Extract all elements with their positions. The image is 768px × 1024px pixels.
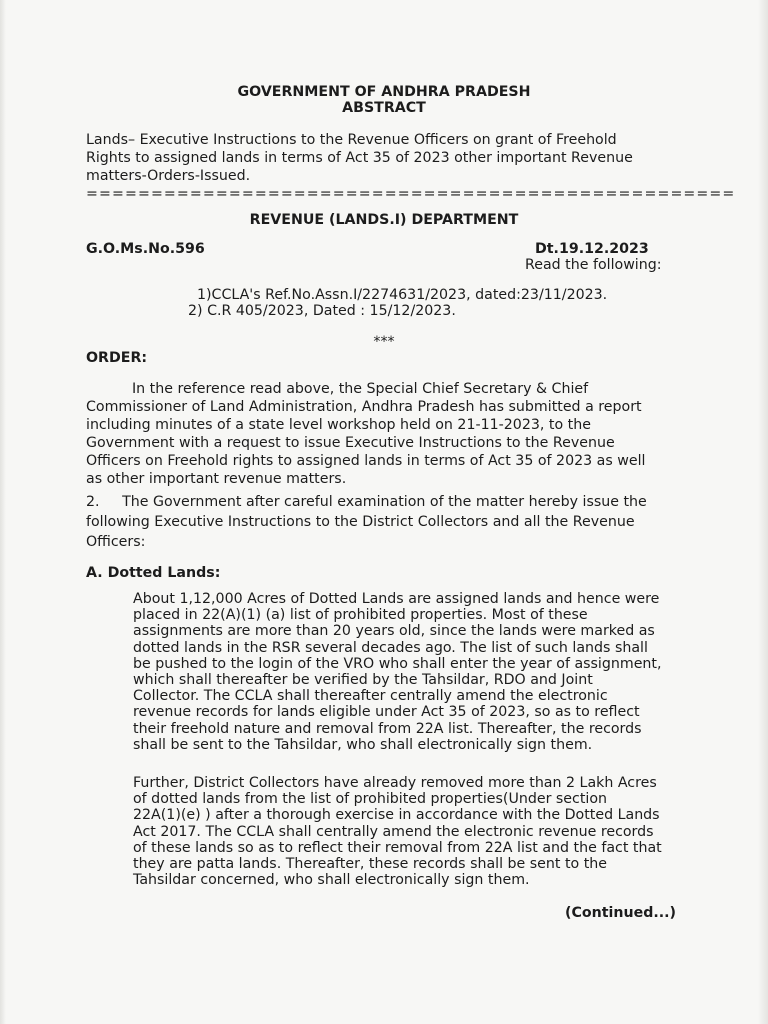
order-paragraph-2 [86,492,647,552]
subject-line: Lands– Executive Instructions to the Revenue Officers on grant of Freehold [86,132,617,148]
section-a-paragraph-2 [133,775,662,888]
paragraph-line: About 1,12,000 Acres of Dotted Lands are assigned lands and hence were [133,591,660,607]
paragraph-line: including minutes of a state level workshop held on 21-11-2023, to the [86,417,591,433]
scan-shadow-right [758,0,768,1024]
scan-shadow-left [0,0,6,1024]
paragraph-line: following Executive Instructions to the District Collectors and all the Revenue [86,514,635,530]
paragraph-line: Tahsildar concerned, who shall electronically sign them. [133,872,530,889]
go-number: G.O.Ms.No.596 [86,241,205,257]
paragraph-line: Further, District Collectors have already removed more than 2 Lakh Acres [133,775,657,791]
paragraph-line: Officers on Freehold rights to assigned lands in terms of Act 35 of 2023 as well [86,453,646,469]
go-date: Dt.19.12.2023 [535,241,649,257]
paragraph-line: which shall thereafter be verified by the Tahsildar, RDO and Joint [133,672,593,689]
paragraph-line: 22A(1)(e) ) after a thorough exercise in accordance with the Dotted Lands [133,807,660,824]
read-following: Read the following: [525,257,662,273]
paragraph-line: assignments are more than 20 years old, since the lands were marked as [133,623,655,640]
paragraph-line: placed in 22(A)(1) (a) list of prohibited properties. Most of these [133,607,588,624]
paragraph-line: Government with a request to issue Executive Instructions to the Revenue [86,435,615,451]
subject-line: Rights to assigned lands in terms of Act 35 of 2023 other important Revenue [86,150,633,166]
paragraph-line: Officers: [86,534,146,550]
subject-block [86,131,735,203]
paragraph-line: shall be sent to the Tahsildar, who shall electronically sign them. [133,736,593,753]
subject-line: matters-Orders-Issued. [86,168,251,184]
section-a-paragraph-1 [133,591,661,753]
paragraph-line: 2. The Government after careful examination of the matter hereby issue the [86,494,647,510]
order-heading: ORDER: [86,350,148,366]
paragraph-line: of these lands so as to reflect their removal from 22A list and the fact that [133,839,662,856]
paragraph-line: Act 2017. The CCLA shall centrally amend the electronic revenue records [133,823,654,840]
reference-2: 2) C.R 405/2023, Dated : 15/12/2023. [188,303,456,319]
paragraph-line: Collector. The CCLA shall thereafter centrally amend the electronic [133,688,608,705]
separator-line: ================================================== [86,186,736,202]
paragraph-line: In the reference read above, the Special Chief Secretary & Chief [132,381,589,397]
paragraph-line: their freehold nature and removal from 22A list. Thereafter, the records [133,720,642,737]
abstract-heading: ABSTRACT [342,100,426,116]
reference-1: 1)CCLA's Ref.No.Assn.I/2274631/2023, dated:23/11/2023. [197,287,608,303]
paragraph-line: revenue records for lands eligible under Act 35 of 2023, so as to reflect [133,704,640,721]
separator-stars: *** [373,334,395,350]
paragraph-line: dotted lands in the RSR several decades ago. The list of such lands shall [133,639,648,656]
department-heading: REVENUE (LANDS.I) DEPARTMENT [249,212,519,228]
section-a-heading: A. Dotted Lands: [86,565,221,581]
paragraph-line: be pushed to the login of the VRO who shall enter the year of assignment, [133,655,662,672]
order-paragraph-1 [86,380,645,488]
paragraph-line: of dotted lands from the list of prohibited properties(Under section [133,791,608,808]
paragraph-line: Commissioner of Land Administration, Andhra Pradesh has submitted a report [86,399,642,415]
paragraph-line: they are patta lands. Thereafter, these records shall be sent to the [133,856,608,873]
paragraph-line: as other important revenue matters. [86,471,347,487]
government-heading: GOVERNMENT OF ANDHRA PRADESH [237,84,531,100]
continued-label: (Continued...) [565,905,677,921]
